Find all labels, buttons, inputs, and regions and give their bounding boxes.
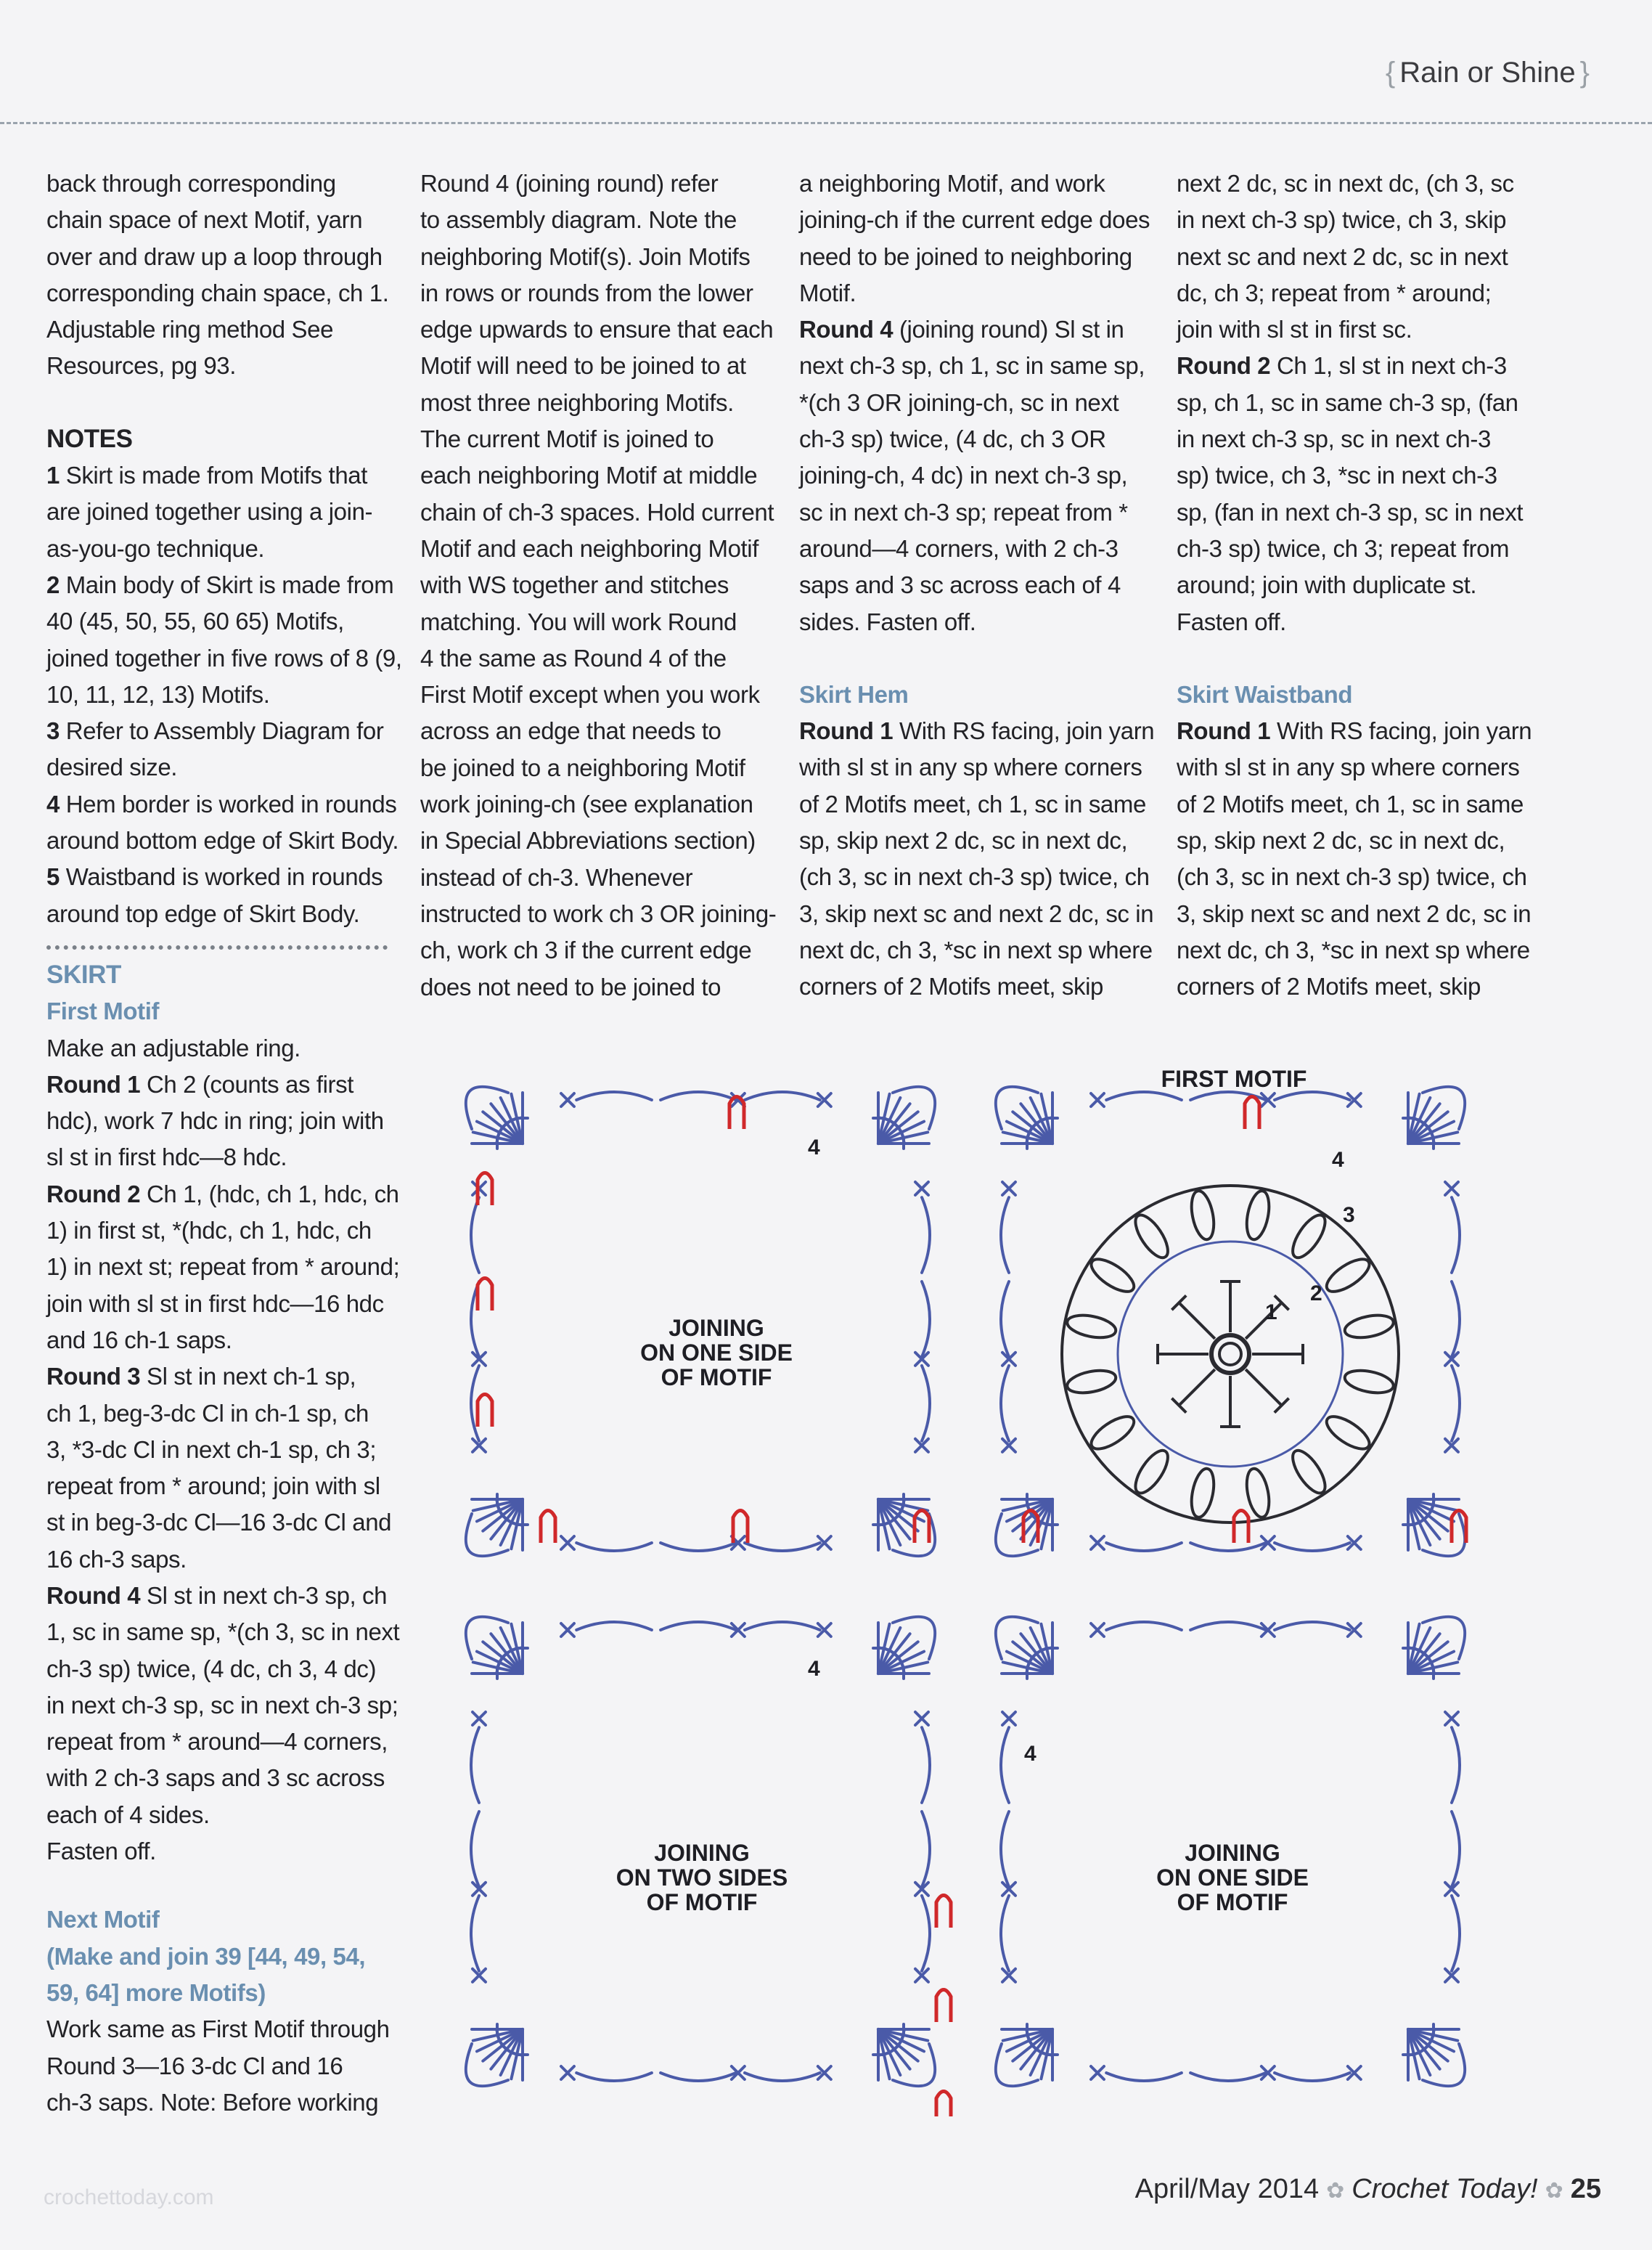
round-number-1: 1 (1265, 1300, 1277, 1324)
chain-loop (1452, 1281, 1460, 1357)
round-number-3: 3 (1343, 1203, 1355, 1227)
text-line: Fasten off. (1177, 608, 1286, 635)
text-line: corresponding chain space, ch 1. (46, 279, 389, 306)
corner-loop (466, 2044, 508, 2086)
text-line: in Special Abbreviations section) (420, 827, 756, 855)
chain-loop (1190, 2073, 1266, 2081)
tl-label-line-1: JOINING (668, 1315, 764, 1341)
text-line: sl st in first hdc—8 hdc. (46, 1144, 287, 1171)
text-line: in next ch-3 sp, sc in next ch-3 sp; (46, 1691, 398, 1719)
adjustable-ring (1211, 1335, 1249, 1373)
text-line: 1) in first st, *(hdc, ch 1, hdc, ch (46, 1217, 372, 1244)
hdc-stitch (1179, 1369, 1214, 1405)
first-motif-heading: First Motif (46, 998, 160, 1025)
br-label-line-3: OF MOTIF (1177, 1889, 1288, 1915)
text-line: sides. Fasten off. (799, 608, 976, 635)
text-line: Round 2 Ch 1, (hdc, ch 1, hdc, ch (46, 1180, 399, 1207)
text-line: Round 1 With RS facing, join yarn (1177, 717, 1532, 745)
text-line: 16 ch-3 saps. (46, 1545, 187, 1573)
chain-loop (922, 1197, 930, 1273)
text-line: instructed to work ch 3 OR joining- (420, 900, 777, 927)
join-marker (936, 1990, 951, 2023)
skirt-hem-instructions (799, 713, 1155, 1005)
chain-loop (1001, 1811, 1009, 1887)
text-line: (ch 3, sc in next ch-3 sp) twice, ch (1177, 863, 1527, 891)
text-line: next sc and next 2 dc, sc in next (1177, 242, 1508, 270)
text-line: of 2 Motifs meet, ch 1, sc in same (799, 790, 1146, 818)
text-line: 1 Skirt is made from Motifs that (46, 462, 367, 489)
sc-mark (1091, 1536, 1104, 1549)
text-line: repeat from * around; join with sl (46, 1472, 380, 1500)
text-line: Round 1 With RS facing, join yarn (799, 717, 1155, 745)
hem-round-instructions (1177, 166, 1525, 640)
text-line: Resources, pg 93. (46, 352, 237, 380)
chain-loop (922, 1811, 930, 1887)
chain-loop (576, 1092, 652, 1100)
chain-loop (1001, 1197, 1009, 1273)
text-line: next 2 dc, sc in next dc, (ch 3, sc (1177, 170, 1514, 197)
text-line: Next Motif (46, 1906, 160, 1933)
sc-mark (561, 2066, 574, 2079)
text-line: sp) twice, ch 3, *sc in next ch-3 (1177, 462, 1497, 489)
text-line: Round 4 (joining round) Sl st in (799, 316, 1124, 343)
text-line: Work same as First Motif through (46, 2015, 390, 2043)
text-line: matching. You will work Round (420, 608, 737, 635)
text-line: 10, 11, 12, 13) Motifs. (46, 680, 270, 708)
chain-loop (576, 1622, 652, 1630)
first-motif-label: FIRST MOTIF (1161, 1066, 1307, 1092)
sc-mark (1091, 1623, 1104, 1636)
corner-loop (466, 1087, 508, 1129)
intro-text (46, 166, 395, 385)
text-line: does not need to be joined to (420, 973, 721, 1000)
text-line: sp, skip next 2 dc, sc in next dc, (1177, 827, 1505, 855)
text-line: around; join with duplicate st. (1177, 571, 1477, 599)
column-1 (46, 166, 402, 2121)
text-line: chain space of next Motif, yarn (46, 206, 363, 234)
round-number-4-tl: 4 (808, 1136, 820, 1159)
skirt-waistband-instructions (1177, 713, 1532, 1005)
corner-loop (1423, 2044, 1465, 2086)
text-line: ch-3 saps. Note: Before working (46, 2088, 379, 2116)
text-line: with sl st in any sp where corners (1177, 754, 1520, 781)
text-line: a neighboring Motif, and work (799, 170, 1105, 197)
chain-loop (1106, 2073, 1182, 2081)
chain-loop (1106, 1622, 1182, 1630)
text-line: 1) in next st; repeat from * around; (46, 1253, 400, 1281)
text-line: The current Motif is joined to (420, 425, 714, 453)
first-motif-center (1062, 1186, 1399, 1523)
text-line: over and draw up a loop through (46, 242, 383, 270)
round-number-4-br: 4 (1024, 1742, 1036, 1766)
text-line: of 2 Motifs meet, ch 1, sc in same (1177, 790, 1524, 818)
join-marker (541, 1511, 555, 1544)
text-line: Round 3 Sl st in next ch-1 sp, (46, 1363, 356, 1390)
section-title: { Rain or Shine } (1385, 57, 1590, 89)
sc-mark (1091, 1093, 1104, 1106)
text-line: Round 4 (joining round) refer (420, 170, 719, 197)
round-3-chain (1062, 1186, 1399, 1523)
text-line: desired size. (46, 754, 178, 781)
text-line: ch, work ch 3 if the current edge (420, 937, 752, 964)
chain-loop (1106, 1543, 1182, 1551)
chain-loop (1190, 1622, 1266, 1630)
chain-loop (745, 1622, 820, 1630)
text-line: 2 Main body of Skirt is made from (46, 571, 394, 598)
text-line: each of 4 sides. (46, 1801, 210, 1828)
notes-heading: NOTES (46, 424, 133, 453)
cluster-stitch (1066, 1312, 1118, 1342)
text-line: work joining-ch (see explanation (420, 791, 753, 818)
cluster-stitch (1129, 1446, 1174, 1498)
text-line: ch-3 sp) twice, (4 dc, ch 3, 4 dc) (46, 1655, 377, 1682)
chain-loop (1452, 1197, 1460, 1273)
cluster-stitch (1188, 1467, 1218, 1519)
corner-loop (1423, 1514, 1465, 1556)
text-line: each neighboring Motif at middle (420, 462, 758, 489)
next-motif-instructions (46, 2011, 395, 2121)
join-marker (478, 1395, 492, 1427)
join-marker (478, 1279, 492, 1311)
text-line: *(ch 3 OR joining-ch, sc in next (799, 388, 1119, 416)
chain-loop (1452, 1896, 1460, 1971)
sc-mark (473, 1712, 486, 1725)
chain-loop (1452, 1811, 1460, 1887)
text-line: sp, ch 1, sc in same ch-3 sp, (fan (1177, 388, 1518, 416)
corner-loop (996, 1514, 1038, 1556)
sc-mark (915, 1182, 928, 1195)
chain-loop (661, 1543, 736, 1551)
text-line: 3, *3-dc Cl in next ch-1 sp, ch 3; (46, 1435, 377, 1463)
cluster-stitch (1066, 1367, 1118, 1397)
chain-loop (1001, 1727, 1009, 1803)
chain-loop (576, 2073, 652, 2081)
chain-loop (1452, 1366, 1460, 1441)
round-number-4-bl: 4 (808, 1657, 820, 1681)
text-line: to assembly diagram. Note the (420, 206, 737, 234)
sc-mark (1091, 2066, 1104, 2079)
text-line: Make an adjustable ring. (46, 1034, 300, 1061)
text-line: edge upwards to ensure that each (420, 316, 774, 343)
text-line: be joined to a neighboring Motif (420, 754, 745, 781)
text-line: instead of ch-3. Whenever (420, 863, 693, 891)
chain-loop (745, 1543, 820, 1551)
chain-loop (922, 1896, 930, 1971)
chain-loop (1275, 2073, 1350, 2081)
text-line: Adjustable ring method See (46, 316, 334, 343)
text-line: 4 Hem border is worked in rounds (46, 790, 397, 818)
page-footer: April/May 2014 ✿ Crochet Today! ✿ 25 (1134, 2174, 1601, 2204)
tl-joining-label (640, 1315, 793, 1390)
column-4 (1177, 166, 1532, 1006)
text-line: around—4 corners, with 2 ch-3 (799, 534, 1119, 562)
chain-loop (745, 1092, 820, 1100)
sc-mark (561, 1093, 574, 1106)
br-label-line-1: JOINING (1185, 1840, 1280, 1866)
cluster-stitch (1087, 1411, 1139, 1455)
notes-list (46, 457, 402, 932)
sc-mark (915, 1712, 928, 1725)
text-line: chain of ch-3 spaces. Hold current (420, 498, 774, 526)
corner-loop (996, 1617, 1038, 1659)
text-line: with 2 ch-3 saps and 3 sc across (46, 1764, 385, 1792)
text-line: 5 Waistband is worked in rounds (46, 863, 383, 891)
bl-label-line-1: JOINING (654, 1840, 750, 1866)
text-line: Motif. (799, 279, 856, 306)
cluster-stitch (1343, 1367, 1395, 1397)
chain-loop (471, 1727, 479, 1803)
join-marker (915, 1511, 929, 1544)
text-line: sp, skip next 2 dc, sc in next dc, (799, 827, 1128, 855)
text-line: ch-3 sp) twice, (4 dc, ch 3 OR (799, 425, 1106, 453)
cluster-stitch (1322, 1411, 1374, 1455)
corner-loop (893, 2044, 935, 2086)
assembly-diagram (436, 1056, 1495, 2116)
chain-loop (922, 1727, 930, 1803)
text-line: 59, 64] more Motifs) (46, 1978, 266, 2006)
corner-loop (893, 1617, 935, 1659)
text-line: Round 4 Sl st in next ch-3 sp, ch (46, 1581, 388, 1609)
join-marker (936, 1896, 951, 1928)
text-line: corners of 2 Motifs meet, skip (1177, 973, 1481, 1000)
motif-grid (466, 1087, 1465, 2086)
sc-mark (1002, 1182, 1015, 1195)
cluster-stitch (1243, 1189, 1273, 1242)
corner-loop (893, 1087, 935, 1129)
text-line: saps and 3 sc across each of 4 (799, 571, 1121, 599)
header-divider (0, 122, 1652, 124)
text-line: 3 Refer to Assembly Diagram for (46, 717, 384, 745)
chain-loop (471, 1896, 479, 1971)
chain-loop (471, 1811, 479, 1887)
chain-loop (922, 1281, 930, 1357)
cluster-stitch (1343, 1312, 1395, 1342)
corner-loop (1423, 1617, 1465, 1659)
text-line: sp, (fan in next ch-3 sp, sc in next (1177, 498, 1524, 526)
issue-date: April/May 2014 (1134, 2174, 1320, 2204)
cluster-stitch (1287, 1210, 1331, 1263)
text-line: most three neighboring Motifs. (420, 388, 734, 416)
magazine-name: Crochet Today! (1352, 2174, 1538, 2204)
text-line: Round 3—16 3-dc Cl and 16 (46, 2052, 343, 2079)
sc-mark (1002, 1712, 1015, 1725)
text-line: join with sl st in first hdc—16 hdc (46, 1289, 384, 1317)
watermark: crochettoday.com (44, 2185, 214, 2209)
text-line: Motif and each neighboring Motif (420, 534, 758, 562)
text-line: 1, sc in same sp, *(ch 3, sc in next (46, 1618, 400, 1646)
text-line: First Motif except when you work (420, 681, 760, 709)
text-line: need to be joined to neighboring (799, 242, 1132, 270)
round-number-2: 2 (1310, 1281, 1322, 1305)
text-line: Fasten off. (46, 1838, 156, 1865)
text-line: ch-3 sp) twice, ch 3; repeat from (1177, 534, 1510, 562)
text-line: across an edge that needs to (420, 717, 721, 745)
corner-loop (1423, 1087, 1465, 1129)
text-line: next ch-3 sp, ch 1, sc in same sp, (799, 352, 1145, 380)
join-markers (478, 1097, 1466, 2117)
column-2 (420, 166, 777, 1006)
chain-loop (576, 1543, 652, 1551)
cluster-stitch (1087, 1253, 1139, 1297)
cluster-stitch (1188, 1189, 1218, 1242)
bl-label-line-2: ON TWO SIDES (616, 1864, 788, 1891)
join-marker (936, 2092, 951, 2117)
text-line: (ch 3, sc in next ch-3 sp) twice, ch (799, 863, 1150, 891)
chain-loop (1001, 1281, 1009, 1357)
text-line: around bottom edge of Skirt Body. (46, 827, 399, 855)
text-line: Motif will need to be joined to at (420, 352, 746, 380)
corner-loop (466, 1617, 508, 1659)
text-line: join with sl st in first sc. (1177, 316, 1412, 343)
text-line: sc in next ch-3 sp; repeat from * (799, 498, 1128, 526)
chain-loop (1275, 1622, 1350, 1630)
text-line: joining-ch if the current edge does (799, 206, 1150, 234)
join-marker (1234, 1511, 1248, 1544)
sc-mark (561, 1536, 574, 1549)
chain-loop (745, 2073, 820, 2081)
text-line: joined together in five rows of 8 (9, (46, 644, 402, 672)
text-line: 40 (45, 50, 55, 60 65) Motifs, (46, 608, 344, 635)
ring-inner (1219, 1343, 1241, 1365)
cluster-stitch (1129, 1210, 1174, 1263)
chain-loop (1452, 1727, 1460, 1803)
text-line: repeat from * around—4 corners, (46, 1728, 388, 1756)
text-line: corners of 2 Motifs meet, skip (799, 973, 1103, 1000)
chain-loop (661, 1622, 736, 1630)
text-line: neighboring Motif(s). Join Motifs (420, 242, 751, 270)
chain-loop (1106, 1092, 1182, 1100)
join-marker (1245, 1097, 1259, 1130)
corner-loop (996, 2044, 1038, 2086)
text-line: around top edge of Skirt Body. (46, 900, 360, 927)
text-line: Round 1 Ch 2 (counts as first (46, 1070, 353, 1098)
text-line: 3, skip next sc and next 2 dc, sc in (799, 900, 1154, 927)
cluster-stitch (1243, 1467, 1273, 1519)
bl-joining-label (616, 1840, 788, 1915)
tl-label-line-3: OF MOTIF (661, 1364, 772, 1390)
center-stitches (1062, 1186, 1399, 1523)
cluster-stitch (1322, 1253, 1374, 1297)
skirt-waistband-heading: Skirt Waistband (1177, 680, 1353, 708)
chain-loop (922, 1366, 930, 1441)
section-title-text: Rain or Shine (1399, 57, 1576, 89)
first-motif-instructions (46, 1030, 400, 1870)
chain-loop (661, 2073, 736, 2081)
skirt-heading: SKIRT (46, 960, 122, 989)
chain-loop (471, 1197, 479, 1273)
text-line: (Make and join 39 [44, 49, 54, (46, 1942, 366, 1970)
next-motif-heading (46, 1902, 395, 2011)
text-line: with WS together and stitches (420, 571, 729, 599)
text-line: in next ch-3 sp) twice, ch 3, skip (1177, 206, 1507, 234)
br-label-line-2: ON ONE SIDE (1156, 1864, 1309, 1891)
text-line: st in beg-3-dc Cl—16 3-dc Cl and (46, 1509, 392, 1536)
text-line: in rows or rounds from the lower (420, 279, 753, 306)
text-line: Round 2 Ch 1, sl st in next ch-3 (1177, 352, 1507, 380)
corner-loop (466, 1514, 508, 1556)
page-header (0, 0, 1652, 131)
joining-instructions (420, 166, 777, 1006)
hdc-stitch (1246, 1369, 1281, 1405)
corner-loop (996, 1087, 1038, 1129)
text-line: with sl st in any sp where corners (799, 754, 1142, 781)
br-joining-label (1156, 1840, 1309, 1915)
column-3 (799, 166, 1155, 1006)
round-2-chain (1118, 1242, 1343, 1467)
text-line: and 16 ch-1 saps. (46, 1326, 232, 1353)
text-line: next dc, ch 3, *sc in next sp where (1177, 936, 1530, 963)
bl-label-line-3: OF MOTIF (646, 1889, 758, 1915)
text-line: ch 1, beg-3-dc Cl in ch-1 sp, ch (46, 1399, 369, 1427)
dotted-divider (46, 945, 388, 950)
cluster-stitch (1287, 1446, 1331, 1498)
text-line: 3, skip next sc and next 2 dc, sc in (1177, 900, 1532, 927)
text-line: are joined together using a join- (46, 498, 373, 526)
chain-loop (661, 1092, 736, 1100)
text-line: next dc, ch 3, *sc in next sp where (799, 936, 1153, 963)
chain-loop (1001, 1896, 1009, 1971)
round-number-4: 4 (1332, 1148, 1344, 1172)
text-line: joining-ch, 4 dc) in next ch-3 sp, (799, 462, 1128, 489)
chain-loop (1190, 1543, 1266, 1551)
text-line: in next ch-3 sp, sc in next ch-3 (1177, 425, 1491, 453)
chain-loop (1275, 1543, 1350, 1551)
joining-round-instructions (799, 166, 1148, 640)
text-line: 4 the same as Round 4 of the (420, 644, 727, 672)
tl-label-line-2: ON ONE SIDE (640, 1340, 793, 1366)
text-line: dc, ch 3; repeat from * around; (1177, 279, 1492, 306)
text-line: as-you-go technique. (46, 534, 265, 562)
hdc-stitch (1179, 1303, 1214, 1338)
chain-loop (1001, 1366, 1009, 1441)
text-line: back through corresponding (46, 170, 336, 197)
chain-loop (1275, 1092, 1350, 1100)
sc-mark (561, 1623, 574, 1636)
sc-mark (1445, 1182, 1458, 1195)
page-number: 25 (1570, 2174, 1601, 2204)
text-line: hdc), work 7 hdc in ring; join with (46, 1107, 384, 1135)
sc-mark (1445, 1712, 1458, 1725)
skirt-hem-heading: Skirt Hem (799, 680, 909, 708)
